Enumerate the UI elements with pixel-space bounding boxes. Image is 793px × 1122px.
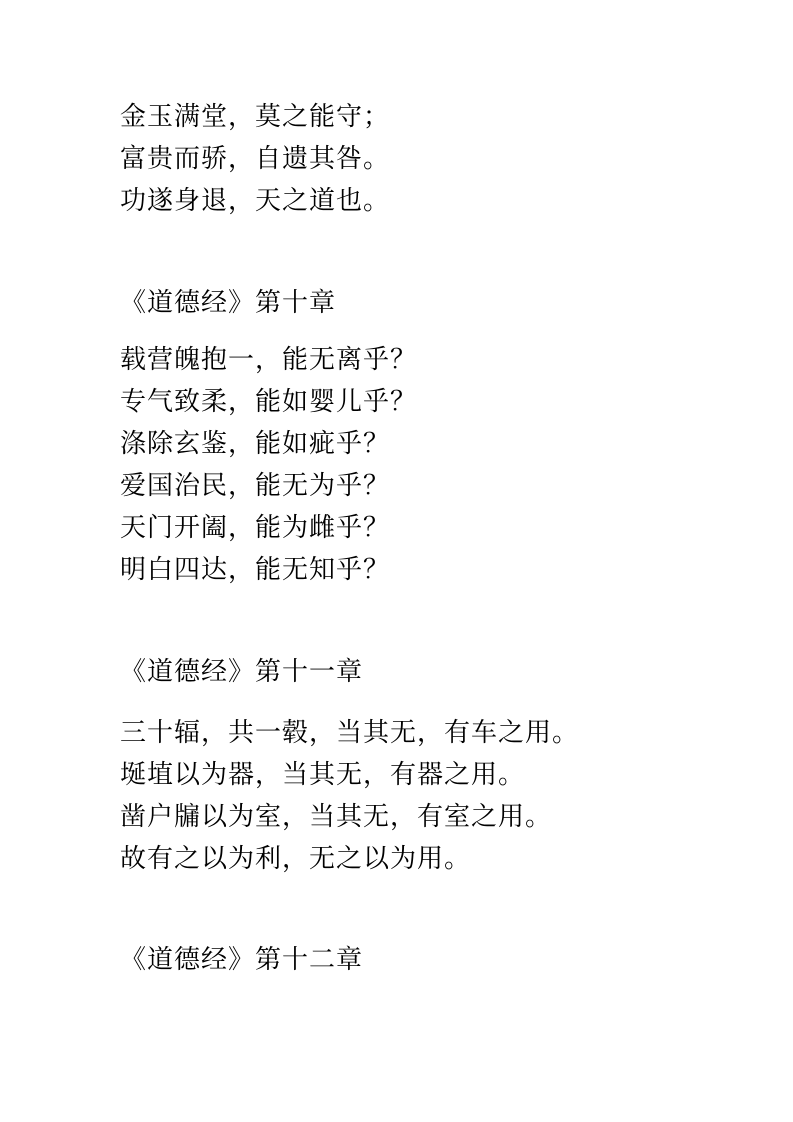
chapter-heading: 《道德经》第十二章 (120, 945, 364, 975)
text-line: 功遂身退，天之道也。 (120, 186, 391, 216)
text-line: 富贵而骄，自遗其咎。 (120, 144, 391, 174)
text-line: 三十辐，共一毂，当其无，有车之用。 (120, 718, 580, 748)
text-line: 天门开阖，能为雌乎？ (120, 513, 391, 543)
text-line: 涤除玄鉴，能如疵乎？ (120, 429, 391, 459)
text-line: 专气致柔，能如婴儿乎？ (120, 387, 418, 417)
text-line: 明白四达，能无知乎？ (120, 555, 391, 585)
chapter-heading: 《道德经》第十章 (120, 288, 337, 318)
text-line: 故有之以为利，无之以为用。 (120, 844, 472, 874)
chapter-heading: 《道德经》第十一章 (120, 657, 364, 687)
text-line: 凿户牖以为室，当其无，有室之用。 (120, 802, 553, 832)
text-line: 载营魄抱一，能无离乎？ (120, 345, 418, 375)
text-line: 埏埴以为器，当其无，有器之用。 (120, 760, 526, 790)
text-line: 金玉满堂，莫之能守； (120, 102, 391, 132)
text-line: 爱国治民，能无为乎？ (120, 471, 391, 501)
